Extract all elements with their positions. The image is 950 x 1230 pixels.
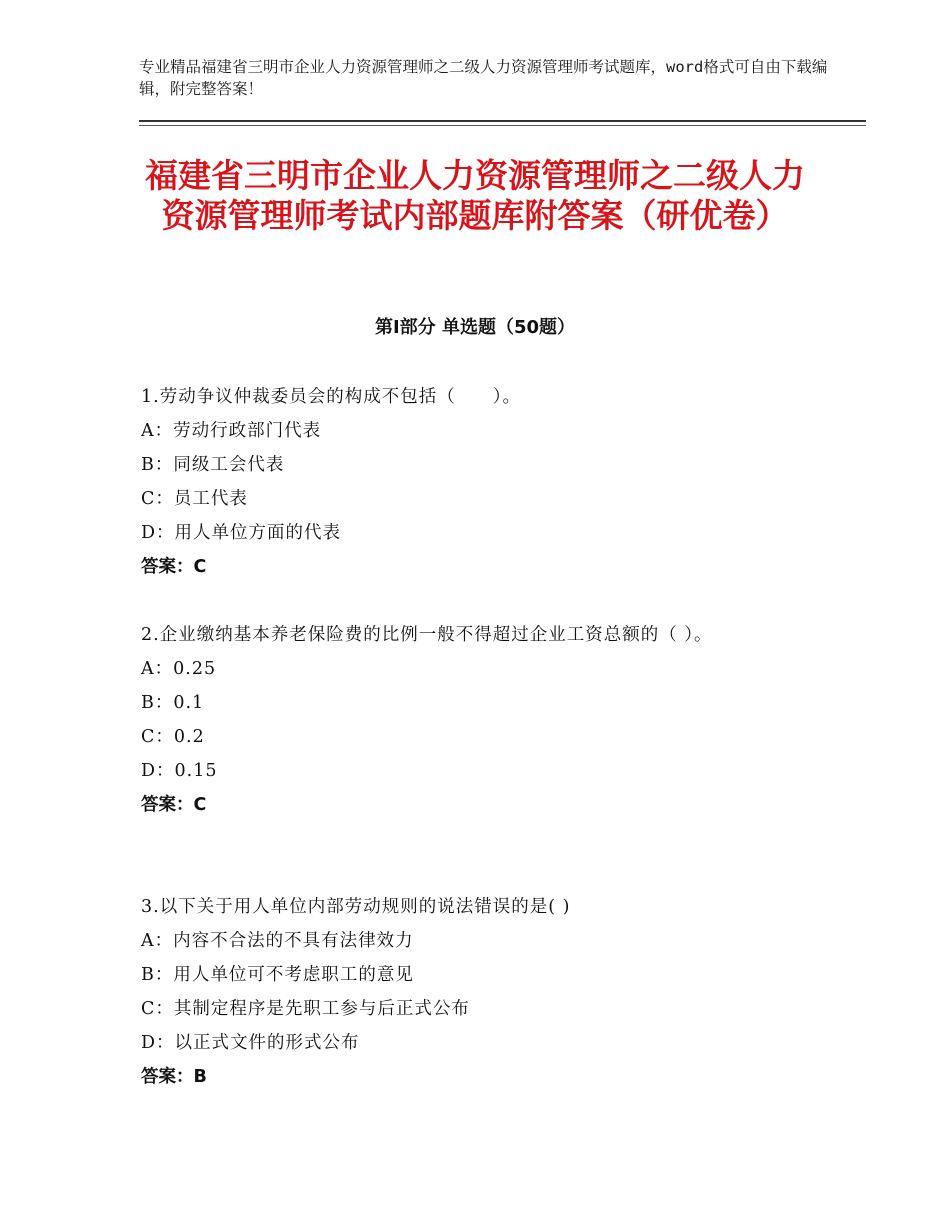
header-divider-thin [139, 125, 866, 126]
question-block [141, 890, 841, 1094]
option-c: C：员工代表 [141, 489, 248, 509]
option-b: B：0.1 [141, 693, 205, 713]
option-c: C：其制定程序是先职工参与后正式公布 [141, 999, 470, 1019]
document-title: 福建省三明市企业人力资源管理师之二级人力资源管理师考试内部题库附答案（研优卷） [145, 156, 805, 235]
question-block [141, 380, 841, 584]
option-a: A：劳动行政部门代表 [141, 421, 322, 441]
question-block [141, 618, 841, 822]
option-b: B：同级工会代表 [141, 455, 285, 475]
header-note: 专业精品福建省三明市企业人力资源管理师之二级人力资源管理师考试题库，word格式可自由下载编辑，附完整答案！ [139, 58, 828, 98]
option-d: D：用人单位方面的代表 [141, 523, 342, 543]
option-c: C：0.2 [141, 727, 205, 747]
option-a: A：0.25 [141, 659, 217, 679]
answer-line: 答案：C [141, 557, 207, 577]
answer-line: 答案：C [141, 795, 207, 815]
option-b: B：用人单位可不考虑职工的意见 [141, 965, 414, 985]
question-stem: 2.企业缴纳基本养老保险费的比例一般不得超过企业工资总额的（ ）。 [141, 625, 713, 645]
answer-line: 答案：B [141, 1067, 207, 1087]
header-divider-thick [139, 120, 866, 122]
section-heading: 第Ⅰ部分 单选题（50题） [374, 317, 575, 338]
option-a: A：内容不合法的不具有法律效力 [141, 931, 414, 951]
option-d: D：以正式文件的形式公布 [141, 1033, 360, 1053]
question-stem: 1.劳动争议仲裁委员会的构成不包括（ ）。 [141, 387, 521, 407]
question-stem: 3.以下关于用人单位内部劳动规则的说法错误的是( ) [141, 897, 571, 917]
option-d: D：0.15 [141, 761, 218, 781]
